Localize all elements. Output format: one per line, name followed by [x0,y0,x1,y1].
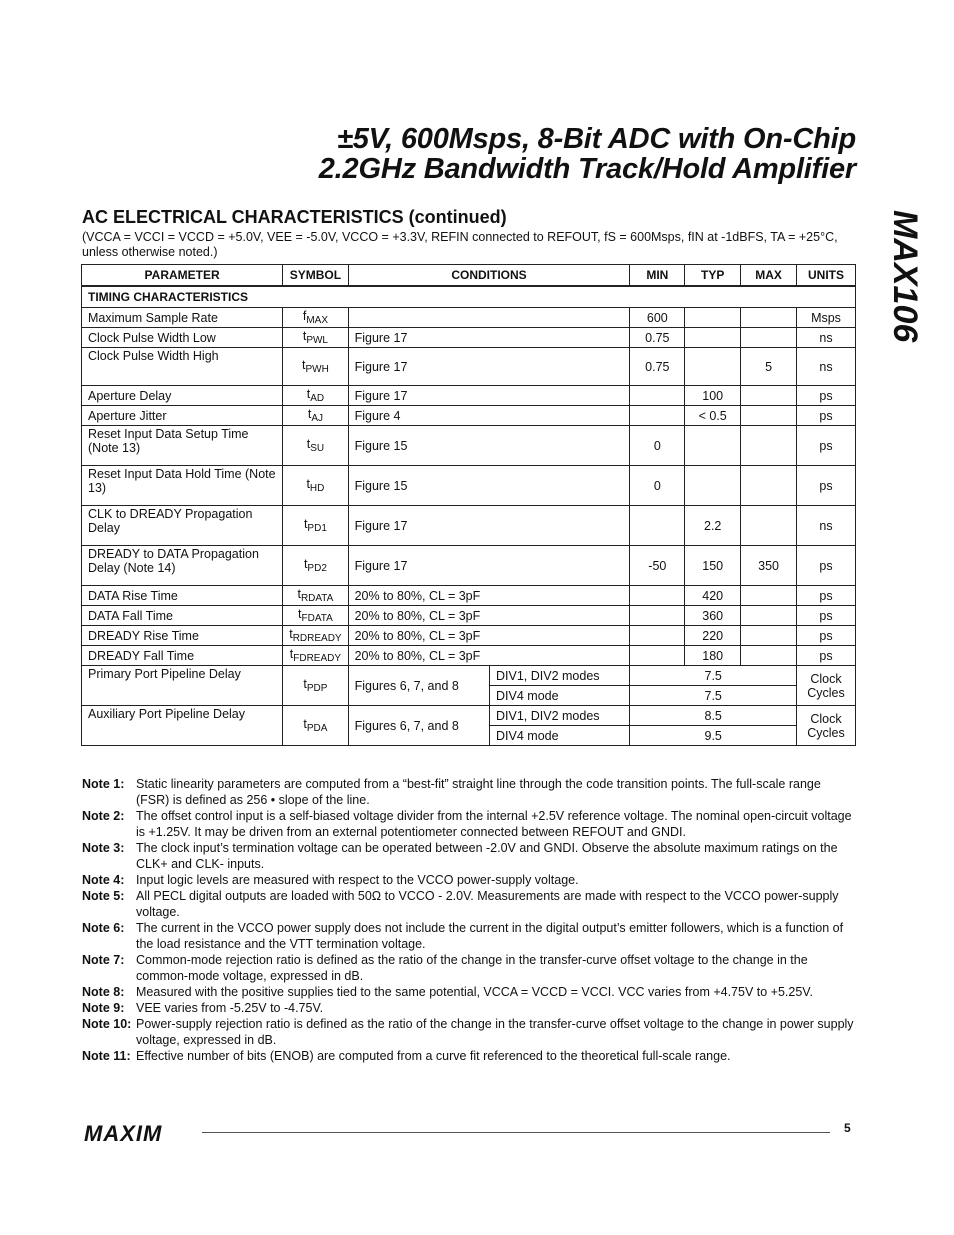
conditions-cell: Figures 6, 7, and 8 [348,666,489,706]
max-cell [741,646,797,666]
header-max: MAX [741,265,797,287]
notes-section [82,776,854,1064]
note-item [82,1048,854,1064]
min-cell [630,586,685,606]
note-text: Input logic levels are measured with respect to the VCCO power-supply voltage. [136,873,579,887]
note-label: Note 4: [82,873,125,887]
conditions-cell: 20% to 80%, CL = 3pF [348,646,630,666]
table-row [82,506,856,546]
table-row [82,466,856,506]
typ-cell: 2.2 [685,506,741,546]
note-text: Power-supply rejection ratio is defined as the ratio of the change in the transfer-curve offset voltage to the change in power supply voltage, expressed in dB. [136,1017,854,1047]
symbol-cell [283,506,348,546]
max-cell: 350 [741,546,797,586]
typ-cell: 180 [685,646,741,666]
conditions-cell: Figure 17 [348,328,630,348]
units-cell: ns [797,328,856,348]
note-item [82,776,854,808]
symbol-cell [283,626,348,646]
symbol-base: t [306,437,311,451]
note-text: Common-mode rejection ratio is defined as the ratio of the change in the transfer-curve offset voltage to the change in the common-mode voltage, expressed in dB. [136,953,808,983]
header-units: UNITS [797,265,856,287]
symbol-sub: PD1 [307,523,327,534]
min-cell: 0.75 [630,328,685,348]
min-cell [630,386,685,406]
note-label: Note 7: [82,953,125,967]
max-cell [741,586,797,606]
conditions-line-1: (VCCA = VCCI = VCCD = +5.0V, VEE = -5.0V, VCCO = +3.3V, REFIN connected to REFOUT, fS = 600Msps, fIN at -1dBFS, TA = +25°C, [82,230,838,244]
ac-characteristics-table [81,264,856,746]
symbol-sub: HD [309,483,325,494]
mode-cell: DIV1, DIV2 modes [490,706,630,726]
mode-cell: DIV4 mode [490,726,630,746]
symbol-sub: PD2 [307,563,327,574]
symbol-base: t [307,407,312,421]
units-cell: ps [797,426,856,466]
note-text: VEE varies from -5.25V to -4.75V. [136,1001,324,1015]
note-text: The offset control input is a self-biased voltage divider from the internal +2.5V reference voltage. The nominal open-circuit voltage is +1.25V. It may be driven from an external potentiometer connected between REFOUT and GNDI. [136,809,852,839]
max-cell [741,466,797,506]
units-cell: ps [797,466,856,506]
typ-cell: 100 [685,386,741,406]
symbol-base: t [303,517,308,531]
max-cell [741,606,797,626]
symbol-sub: PDP [306,683,328,694]
symbol-sub: SU [310,443,325,454]
table-row [82,328,856,348]
header-typ: TYP [685,265,741,287]
mode-cell: DIV1, DIV2 modes [490,666,630,686]
param-cell: CLK to DREADY Propagation Delay [82,506,283,546]
page-number: 5 [844,1121,851,1135]
symbol-cell [283,308,348,328]
min-cell: 0.75 [630,348,685,386]
param-cell: Maximum Sample Rate [82,308,283,328]
param-cell: Clock Pulse Width Low [82,328,283,348]
symbol-cell [283,666,348,706]
conditions-cell: Figure 17 [348,348,630,386]
typ-cell: 420 [685,586,741,606]
min-cell [630,406,685,426]
symbol-cell [283,426,348,466]
max-cell [741,386,797,406]
symbol-base: t [302,329,307,343]
conditions-cell: Figure 17 [348,386,630,406]
units-cell: ps [797,606,856,626]
param-cell: Reset Input Data Setup Time (Note 13) [82,426,283,466]
maxim-logo: MAXIM [84,1121,163,1146]
units-cell: Clock Cycles [797,706,856,746]
note-item [82,840,854,872]
symbol-sub: PDA [306,723,328,734]
note-item [82,984,854,1000]
table-row [82,426,856,466]
min-cell: 0 [630,466,685,506]
typ-cell [685,466,741,506]
symbol-sub: AD [310,393,325,404]
table-row [82,586,856,606]
typ-cell: 360 [685,606,741,626]
max-cell [741,328,797,348]
symbol-sub: PWL [306,335,328,346]
symbol-cell [283,348,348,386]
min-cell [630,626,685,646]
conditions-cell: Figure 4 [348,406,630,426]
param-cell: DATA Fall Time [82,606,283,626]
units-cell: ps [797,546,856,586]
side-part-number: MAX106 [886,210,924,343]
symbol-base: f [302,309,307,323]
note-text: The current in the VCCO power supply does not include the current in the digital output’s emitter followers, which is a function of the load resistance and the VTT termination voltage. [136,921,844,951]
typ-cell [685,426,741,466]
section-row [82,286,856,308]
note-label: Note 1: [82,777,125,791]
table-row [82,626,856,646]
table-row [82,386,856,406]
title-line-1: ±5V, 600Msps, 8-Bit ADC with On-Chip [337,123,856,155]
table-header-row [82,265,856,287]
symbol-sub: AJ [311,413,323,424]
section-label: TIMING CHARACTERISTICS [82,286,856,308]
note-item [82,920,854,952]
typ-cell [685,308,741,328]
symbol-cell [283,646,348,666]
table-row [82,546,856,586]
note-item [82,952,854,984]
page-title [319,124,856,184]
units-cell: ps [797,586,856,606]
note-text: The clock input’s termination voltage can be operated between -2.0V and GNDI. Observe the absolute maximum ratings on the CLK+ and CLK- inputs. [136,841,838,871]
symbol-cell [283,328,348,348]
symbol-cell [283,606,348,626]
param-cell: Reset Input Data Hold Time (Note 13) [82,466,283,506]
symbol-sub: FDREADY [293,653,342,664]
typ-cell: 9.5 [630,726,797,746]
footer-rule [202,1132,830,1133]
mode-cell: DIV4 mode [490,686,630,706]
units-cell: Msps [797,308,856,328]
note-label: Note 5: [82,889,125,903]
table-row [82,348,856,386]
note-label: Note 11: [82,1049,131,1063]
param-cell: Aperture Jitter [82,406,283,426]
symbol-base: t [289,627,293,641]
max-cell [741,626,797,646]
units-cell: ns [797,348,856,386]
symbol-base: t [289,647,294,661]
typ-cell: 8.5 [630,706,797,726]
symbol-base: t [306,387,311,401]
conditions-cell: Figure 15 [348,426,630,466]
param-cell: Primary Port Pipeline Delay [82,666,283,706]
symbol-sub: RDREADY [292,633,342,644]
conditions-cell [348,308,630,328]
note-item [82,808,854,840]
max-cell [741,506,797,546]
table-row [82,406,856,426]
note-label: Note 3: [82,841,125,855]
conditions-cell: Figure 17 [348,506,630,546]
param-cell: Auxiliary Port Pipeline Delay [82,706,283,746]
note-label: Note 6: [82,921,125,935]
header-parameter: PARAMETER [82,265,283,287]
conditions-line-2: unless otherwise noted.) [82,245,218,259]
table-row [82,646,856,666]
conditions-cell: 20% to 80%, CL = 3pF [348,626,630,646]
min-cell: -50 [630,546,685,586]
table-row [82,666,856,686]
typ-cell: 7.5 [630,666,797,686]
units-cell: ps [797,386,856,406]
symbol-cell [283,386,348,406]
min-cell [630,506,685,546]
param-cell: DREADY Fall Time [82,646,283,666]
units-cell: ps [797,406,856,426]
symbol-base: t [306,477,310,491]
conditions-cell: 20% to 80%, CL = 3pF [348,606,630,626]
symbol-cell [283,546,348,586]
conditions-cell: Figure 17 [348,546,630,586]
min-cell: 0 [630,426,685,466]
typ-cell: 220 [685,626,741,646]
note-item [82,888,854,920]
min-cell [630,606,685,626]
param-cell: Clock Pulse Width High [82,348,283,386]
max-cell [741,308,797,328]
min-cell: 600 [630,308,685,328]
note-text: Measured with the positive supplies tied to the same potential, VCCA = VCCD = VCCI. VCC varies from +4.75V to +5.25V. [136,985,813,999]
conditions-cell: 20% to 80%, CL = 3pF [348,586,630,606]
test-conditions [82,230,862,260]
units-cell: ps [797,646,856,666]
note-label: Note 10: [82,1017,132,1031]
symbol-cell [283,586,348,606]
note-text: Effective number of bits (ENOB) are computed from a curve fit referenced to the theoretical full-scale range. [136,1049,731,1063]
param-cell: DREADY to DATA Propagation Delay (Note 14) [82,546,283,586]
typ-cell [685,328,741,348]
symbol-base: t [298,607,302,621]
typ-cell: 150 [685,546,741,586]
symbol-base: t [303,677,307,691]
symbol-base: t [297,587,301,601]
note-label: Note 2: [82,809,125,823]
table-row [82,706,856,726]
symbol-cell [283,406,348,426]
header-min: MIN [630,265,685,287]
symbol-base: t [302,358,306,372]
note-label: Note 9: [82,1001,125,1015]
conditions-cell: Figure 15 [348,466,630,506]
typ-cell: 7.5 [630,686,797,706]
symbol-base: t [303,557,308,571]
title-line-2: 2.2GHz Bandwidth Track/Hold Amplifier [318,153,856,185]
note-item [82,1000,854,1016]
symbol-cell [283,466,348,506]
note-text: Static linearity parameters are computed from a “best-fit” straight line through the code transition points. The full-scale range (FSR) is defined as 256 • slope of the line. [136,777,821,807]
note-item [82,1016,854,1048]
conditions-cell: Figures 6, 7, and 8 [348,706,489,746]
symbol-base: t [303,717,307,731]
header-symbol: SYMBOL [283,265,348,287]
typ-cell [685,348,741,386]
param-cell: DATA Rise Time [82,586,283,606]
note-text: All PECL digital outputs are loaded with 50Ω to VCCO - 2.0V. Measurements are made with respect to the VCCO power-supply voltage. [136,889,839,919]
param-cell: DREADY Rise Time [82,626,283,646]
header-conditions: CONDITIONS [348,265,630,287]
units-cell: ps [797,626,856,646]
symbol-sub: RDATA [300,593,334,604]
table-row [82,308,856,328]
symbol-sub: FDATA [301,613,333,624]
units-cell: ns [797,506,856,546]
units-cell: Clock Cycles [797,666,856,706]
symbol-sub: MAX [306,315,328,326]
typ-cell: < 0.5 [685,406,741,426]
table-row [82,606,856,626]
note-item [82,872,854,888]
param-cell: Aperture Delay [82,386,283,406]
max-cell: 5 [741,348,797,386]
symbol-sub: PWH [305,364,329,375]
max-cell [741,406,797,426]
min-cell [630,646,685,666]
max-cell [741,426,797,466]
section-title: AC ELECTRICAL CHARACTERISTICS (continued) [82,207,507,227]
symbol-cell [283,706,348,746]
note-label: Note 8: [82,985,125,999]
